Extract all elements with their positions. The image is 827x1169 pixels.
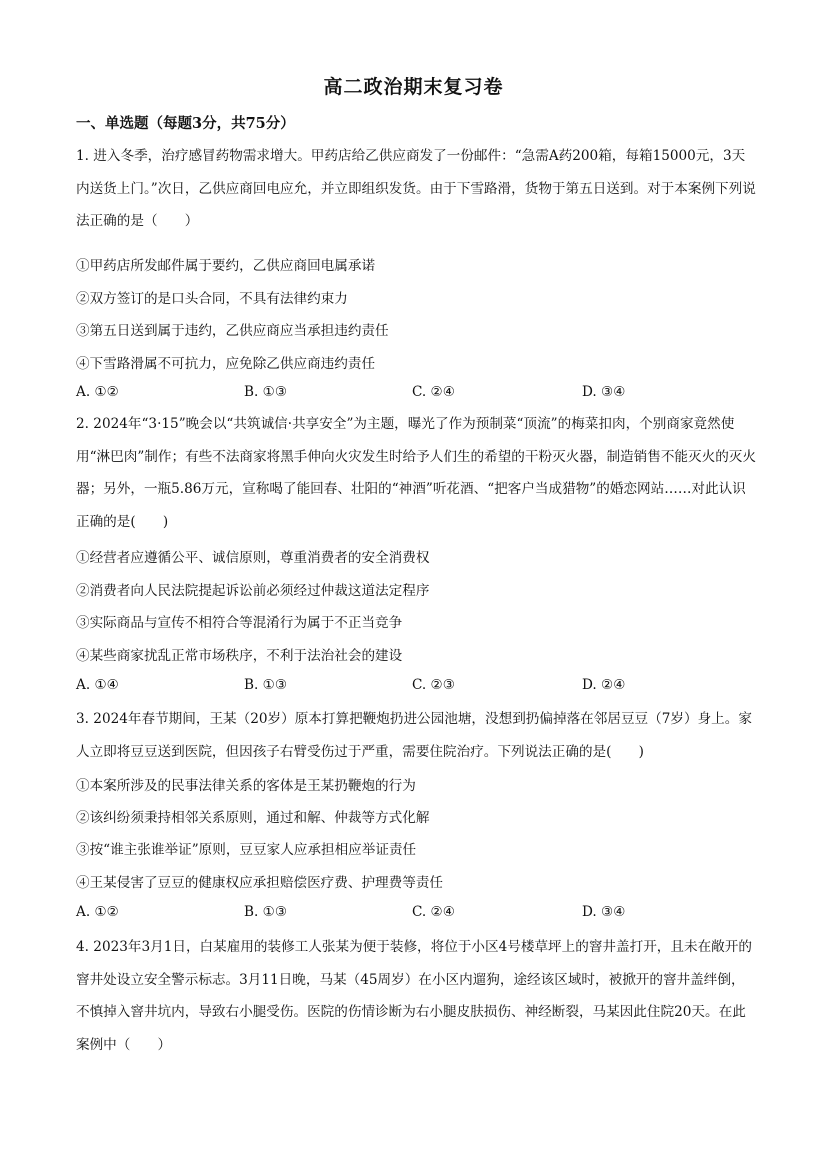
question-1-option-d: D. ③④: [582, 384, 626, 400]
question-2-option-c: C. ②③: [412, 677, 455, 693]
question-1-item-2: ②双方签订的是口头合同，不具有法律约束力: [76, 291, 348, 307]
question-1-stem: 1. 进入冬季，治疗感冒药物需求增大。甲药店给乙供应商发了一份邮件：“急需A药200箱，每箱15000元，3天内送货上门。”次日，乙供应商回电应允，并立即组织发货。由于下雪路滑，货物于第五日送到。对于本案例下列说法正确的是（ ）: [76, 148, 756, 229]
question-1-option-c: C. ②④: [412, 384, 455, 400]
question-2-option-b: B. ①③: [244, 677, 288, 693]
question-3-option-d: D. ③④: [582, 904, 626, 920]
section-heading: 一、单选题（每题3分，共75分）: [76, 115, 295, 132]
question-1-item-1: ①甲药店所发邮件属于要约，乙供应商回电属承诺: [76, 258, 376, 274]
question-3-option-a: A. ①②: [76, 904, 119, 920]
question-4-stem: 4. 2023年3月1日，白某雇用的装修工人张某为便于装修，将位于小区4号楼草坪上的窨井盖打开，且未在敞开的窨井处设立安全警示标志。3月11日晚，马某（45周岁）在小区内遛狗，途经该区域时，被掀开的窨井盖绊倒，不慎掉入窨井坑内，导致右小腿受伤。医院的伤情诊断为右小腿皮肤损伤、神经断裂，马某因此住院20天。在此案例中（ ）: [76, 939, 752, 1053]
question-1-item-3: ③第五日送到属于违约，乙供应商应当承担违约责任: [76, 323, 389, 339]
question-3-item-4: ④王某侵害了豆豆的健康权应承担赔偿医疗费、护理费等责任: [76, 875, 444, 891]
question-1-option-b: B. ①③: [244, 384, 288, 400]
question-3-stem: 3. 2024年春节期间，王某（20岁）原本打算把鞭炮扔进公园池塘，没想到扔偏掉落在邻居豆豆（7岁）身上。家人立即将豆豆送到医院，但因孩子右臂受伤过于严重，需要住院治疗。下列说法正确的是( ): [76, 711, 752, 760]
question-3-option-b: B. ①③: [244, 904, 288, 920]
question-1-item-4: ④下雪路滑属不可抗力，应免除乙供应商违约责任: [76, 356, 376, 372]
question-2-item-4: ④某些商家扰乱正常市场秩序，不利于法治社会的建设: [76, 648, 403, 664]
question-2-stem: 2. 2024年“3·15”晚会以“共筑诚信·共享安全”为主题，曝光了作为预制菜“顶流”的梅菜扣肉，个别商家竟然使用“淋巴肉”制作；有些不法商家将黑手伸向火灾发生时给予人们生的希望的干粉灭火器，制造销售不能灭火的灭火器；另外，一瓶5.86万元，宣称喝了能回春、壮阳的“神酒”听花酒、“把客户当成猎物”的婚恋网站……对此认识正确的是( ): [76, 416, 756, 530]
question-2-item-1: ①经营者应遵循公平、诚信原则，尊重消费者的安全消费权: [76, 550, 430, 566]
question-2-option-d: D. ②④: [582, 677, 626, 693]
question-2-option-a: A. ①④: [76, 677, 119, 693]
question-3-item-3: ③按“谁主张谁举证”原则，豆豆家人应承担相应举证责任: [76, 842, 417, 858]
question-3-option-c: C. ②④: [412, 904, 455, 920]
question-2-item-3: ③实际商品与宣传不相符合等混淆行为属于不正当竞争: [76, 615, 403, 631]
question-3-item-2: ②该纠纷须秉持相邻关系原则，通过和解、仲裁等方式化解: [76, 810, 430, 826]
question-1-option-a: A. ①②: [76, 384, 119, 400]
question-3-item-1: ①本案所涉及的民事法律关系的客体是王某扔鞭炮的行为: [76, 778, 416, 794]
question-2-item-2: ②消费者向人民法院提起诉讼前必须经过仲裁这道法定程序: [76, 583, 430, 599]
page-title: 高二政治期末复习卷: [323, 76, 504, 98]
